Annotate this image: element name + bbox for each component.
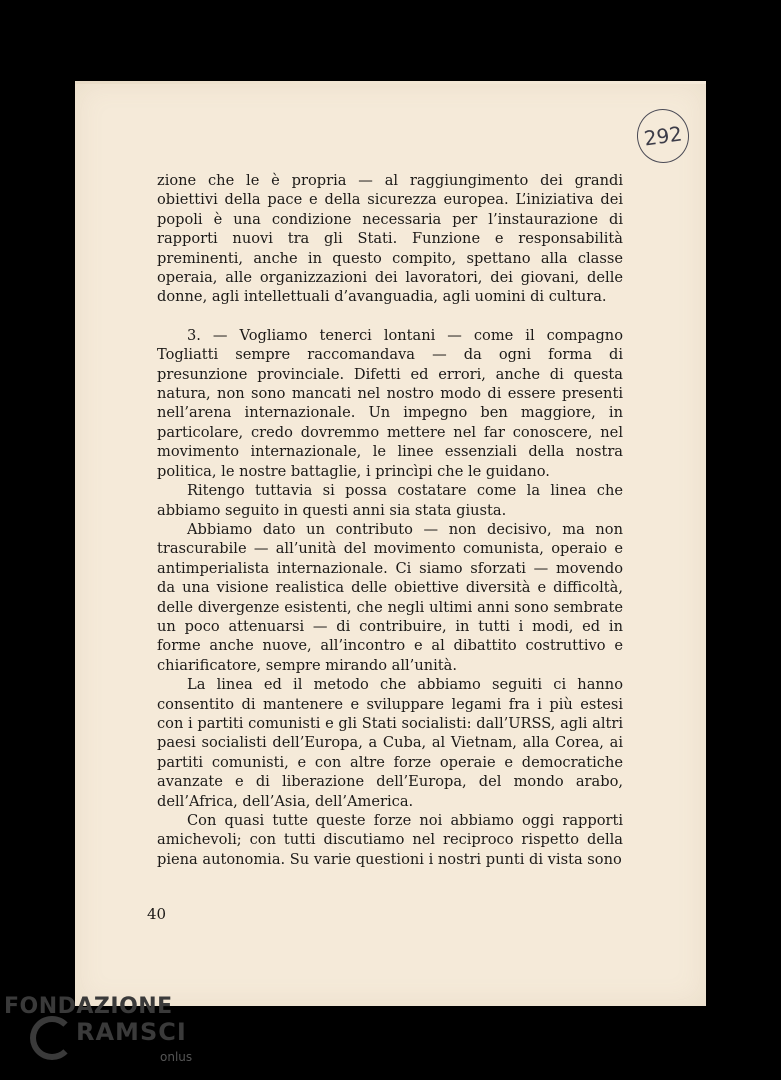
stamp-number: 292 [642, 121, 684, 151]
paragraph-5: La linea ed il metodo che abbiamo seguiti ci hanno consentito di mantenere e sviluppare legami fra i più estesi con i partiti comunisti e gli Stati socialisti: dall’URSS, agli altri paesi socialisti dell’Europa, a Cuba, al Vietnam, alla Corea, ai partiti comunisti, e con altre forze operaie e democratiche avanzate e di liberazione dell’Europa, del mondo arabo, dell’Africa, dell’Asia, dell’America. [157, 676, 623, 810]
document-page [75, 81, 706, 1006]
paragraph-4: Abbiamo dato un contributo — non decisivo, ma non trascurabile — all’unità del movimento comunista, operaio e antimperialista internazionale. Ci siamo sforzati — movendo da una visione realistica delle obiettive diversità e difficoltà, delle divergenze esistenti, che negli ultimi anni sono sembrate un poco attenuarsi — di contribuire, in tutti i modi, ed in forme anche nuove, all’incontro e al dibattito costruttivo e chiarificatore, sempre mirando all’unità. [157, 520, 623, 674]
fondazione-gramsci-logo [4, 994, 204, 1074]
logo-g-icon [30, 1016, 74, 1060]
logo-line-2: RAMSCI [76, 1018, 187, 1046]
body-text [157, 171, 623, 869]
page-crease [75, 81, 706, 84]
logo-line-1: FONDAZIONE [4, 994, 173, 1019]
logo-line-3: onlus [160, 1050, 193, 1064]
paragraph-1: zione che le è propria — al raggiungimento dei grandi obiettivi della pace e della sicurezza europea. L’iniziativa dei popoli è una condizione necessaria per l’instaurazione di rapporti nuovi tra gli Stati. Funzione e responsabilità preminenti, anche in questo compito, spettano alla classe operaia, alle organizzazioni dei lavoratori, dei giovani, delle donne, agli intellettuali d’avanguadia, agli uomini di cultura. [157, 172, 623, 306]
page-number: 40 [147, 905, 167, 923]
paragraph-6: Con quasi tutte queste forze noi abbiamo oggi rapporti amichevoli; con tutti discutiamo nel reciproco rispetto della piena autonomia. Su varie questioni i nostri punti di vista sono [157, 812, 623, 868]
paragraph-2: 3. — Vogliamo tenerci lontani — come il compagno Togliatti sempre raccomandava — da ogni forma di presunzione provinciale. Difetti ed errori, anche di questa natura, non sono mancati nel nostro modo di essere presenti nell’arena internazionale. Un impegno ben maggiore, in particolare, credo dovremmo mettere nel far conoscere, nel movimento internazionale, le linee essenziali della nostra politica, le nostre battaglie, i princìpi che le guidano. [157, 326, 623, 480]
archive-stamp [633, 106, 692, 167]
paragraph-3: Ritengo tuttavia si possa costatare come la linea che abbiamo seguito in questi anni sia stata giusta. [157, 482, 623, 519]
